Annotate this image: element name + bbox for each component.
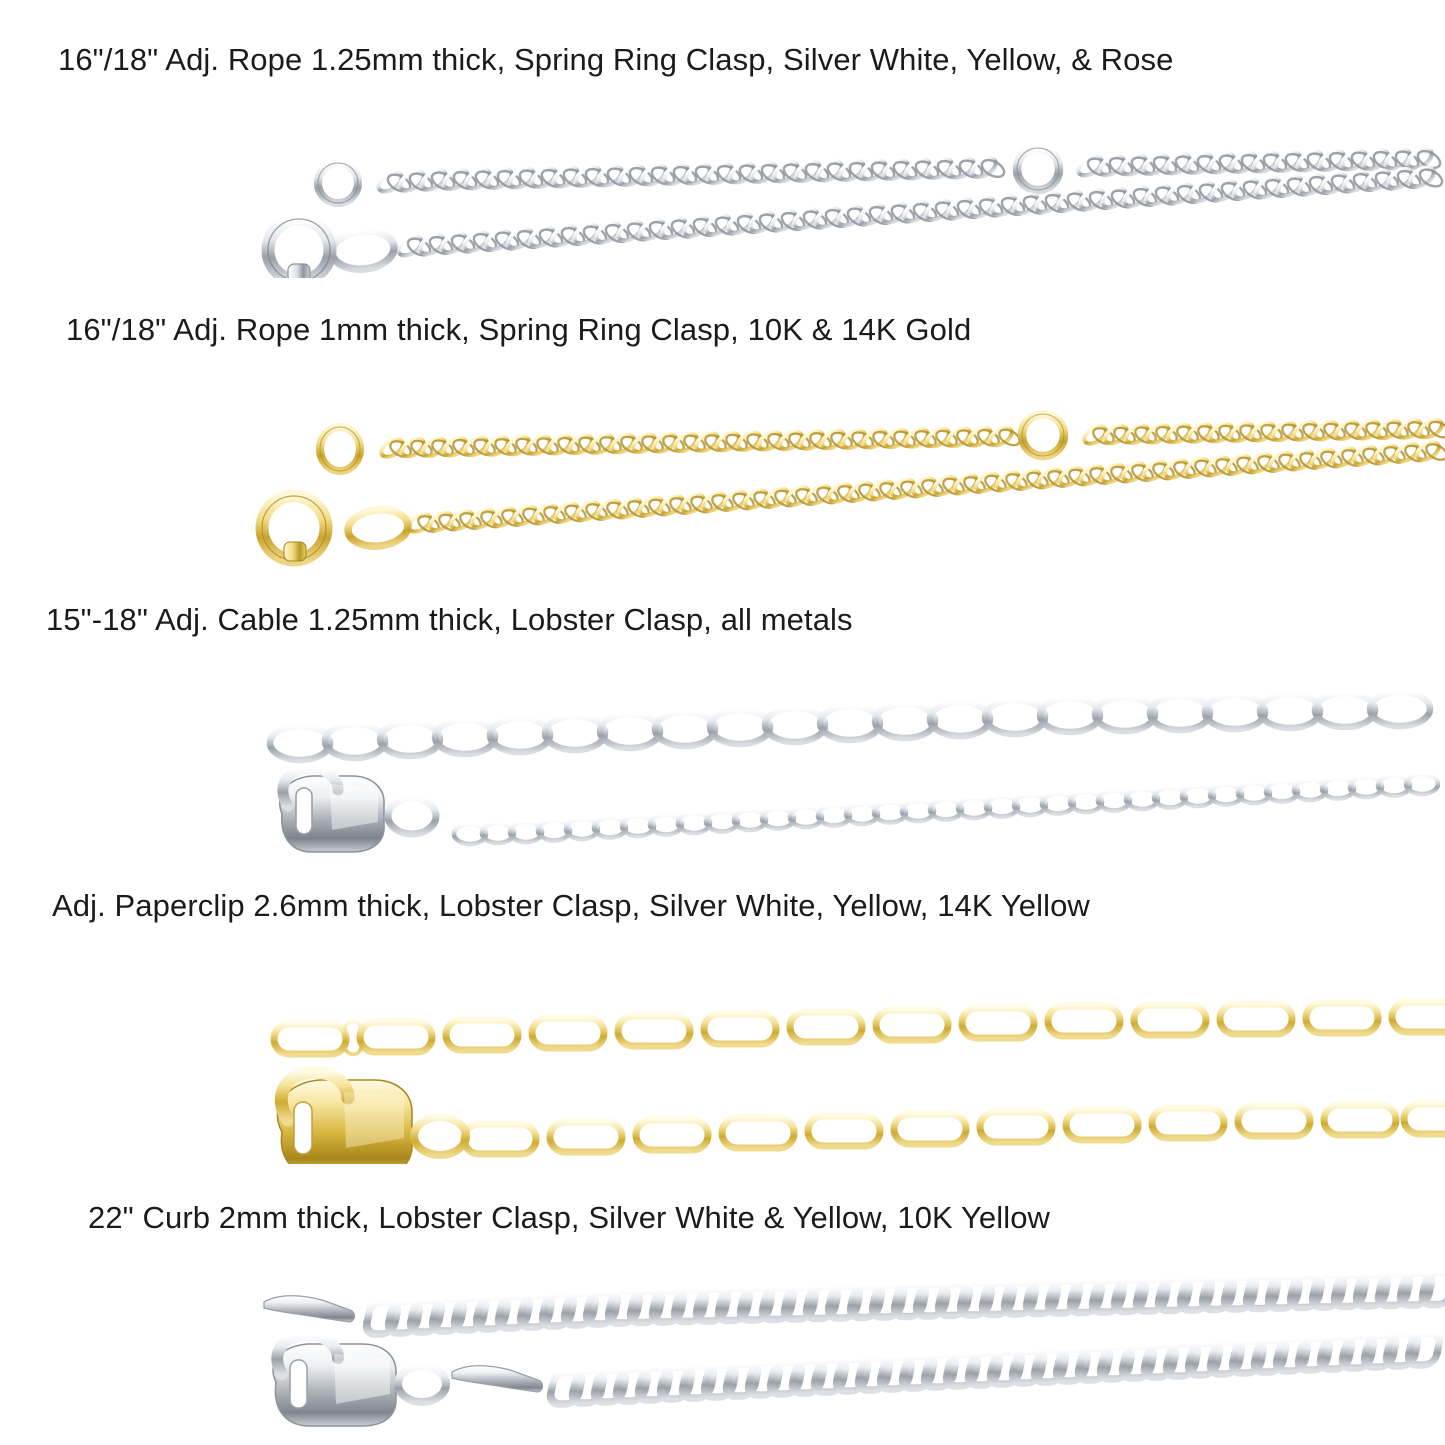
- chain-caption-rope-silver: 16"/18" Adj. Rope 1.25mm thick, Spring Ring Clasp, Silver White, Yellow, & Rose: [58, 42, 1174, 77]
- chain-caption-curb-silver: 22" Curb 2mm thick, Lobster Clasp, Silver White & Yellow, 10K Yellow: [88, 1200, 1051, 1235]
- curb-row-lower: [452, 1333, 1441, 1404]
- chain-option-curb-silver: [0, 1200, 1445, 1436]
- curb-row-upper: [264, 1273, 1445, 1335]
- chain-caption-rope-gold: 16"/18" Adj. Rope 1mm thick, Spring Ring Clasp, 10K & 14K Gold: [66, 312, 972, 347]
- lobster-clasp: [273, 1335, 446, 1426]
- spring-ring-clasp: [262, 496, 326, 561]
- chain-illustration-rope-silver: [0, 78, 1445, 278]
- jump-ring-end: [320, 427, 360, 471]
- connector-ring: [330, 228, 396, 272]
- jump-ring-end: [318, 163, 358, 203]
- chain-illustration-cable-silver: [0, 638, 1445, 858]
- cable-chain: [454, 774, 1438, 844]
- lobster-clasp: [277, 1072, 466, 1164]
- chain-illustration-curb-silver: [0, 1236, 1445, 1436]
- chain-caption-cable-silver: 15"-18" Adj. Cable 1.25mm thick, Lobster Clasp, all metals: [46, 602, 853, 637]
- adjuster-ring: [1022, 414, 1064, 456]
- paperclip-row-lower: [464, 1104, 1445, 1154]
- extender-chain: [270, 692, 1430, 760]
- chain-caption-paperclip-gold: Adj. Paperclip 2.6mm thick, Lobster Clasp, Silver White, Yellow, 14K Yellow: [52, 888, 1090, 923]
- chain-option-paperclip-gold: [0, 888, 1445, 1164]
- chain-option-rope-silver: [0, 42, 1445, 278]
- rope-strand-lower: [262, 439, 1445, 561]
- paperclip-row-upper: [274, 1002, 1445, 1054]
- spring-ring-clasp: [268, 219, 330, 278]
- adjuster-ring: [1017, 148, 1059, 190]
- lobster-clasp: [280, 768, 436, 852]
- chain-illustration-rope-gold: [0, 348, 1445, 568]
- chain-illustration-paperclip-gold: [0, 924, 1445, 1164]
- connector-ring: [346, 507, 409, 549]
- chain-option-cable-silver: [0, 602, 1445, 858]
- chain-option-rope-gold: [0, 312, 1445, 568]
